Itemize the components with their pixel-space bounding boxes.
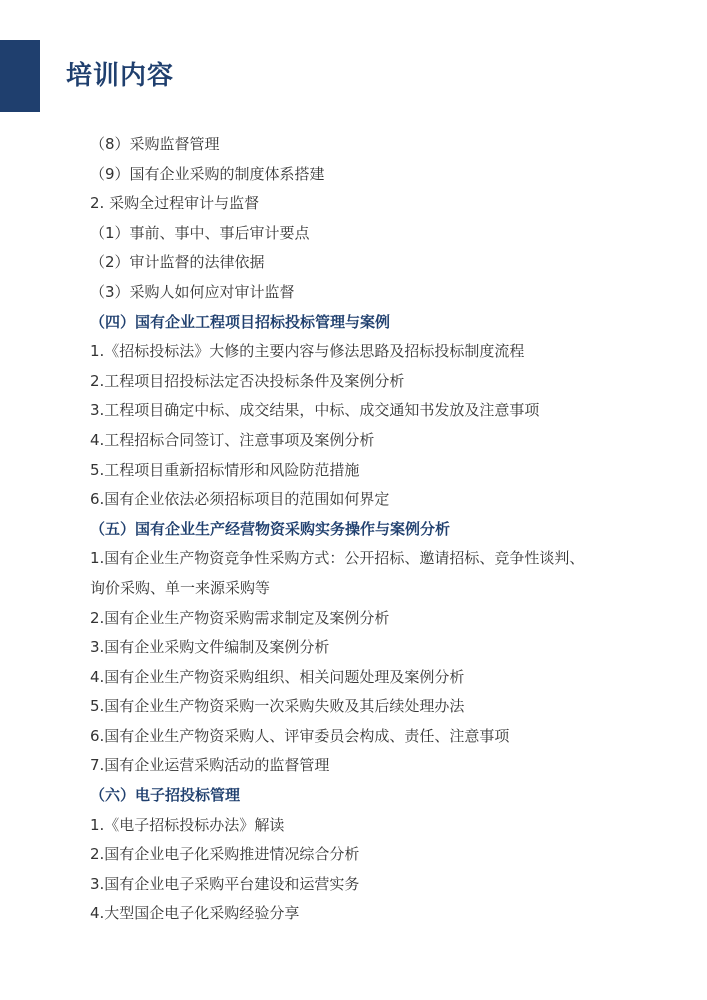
section-heading: （四）国有企业工程项目招标投标管理与案例: [90, 312, 391, 331]
list-item: （1）事前、事中、事后审计要点: [90, 223, 310, 242]
list-item: 4.大型国企电子化采购经验分享: [90, 904, 300, 923]
list-item: 2.国有企业生产物资采购需求制定及案例分析: [90, 608, 390, 627]
list-item: 1.国有企业生产物资竞争性采购方式：公开招标、邀请招标、竞争性谈判、: [90, 549, 585, 568]
list-item: 7.国有企业运营采购活动的监督管理: [90, 756, 330, 775]
list-item: 2.国有企业电子化采购推进情况综合分析: [90, 845, 360, 864]
title-accent-bar: [0, 40, 40, 112]
list-item: （8）采购监督管理: [90, 135, 220, 153]
list-item: 1.《电子招标投标办法》解读: [90, 815, 285, 834]
list-item: 询价采购、单一来源采购等: [90, 578, 271, 597]
list-item: （2）审计监督的法律依据: [90, 253, 265, 272]
list-item: 3.国有企业电子采购平台建设和运营实务: [90, 874, 360, 893]
list-item: （9）国有企业采购的制度体系搭建: [90, 164, 325, 183]
list-item: 5.工程项目重新招标情形和风险防范措施: [90, 460, 360, 479]
list-item: （3）采购人如何应对审计监督: [90, 282, 295, 301]
content-list: [90, 130, 650, 929]
list-item: 2. 采购全过程审计与监督: [90, 194, 260, 213]
list-item: 4.工程招标合同签订、注意事项及案例分析: [90, 430, 375, 449]
page-title: 培训内容: [66, 61, 175, 91]
list-item: 6.国有企业依法必须招标项目的范围如何界定: [90, 490, 390, 509]
list-item: 6.国有企业生产物资采购人、评审委员会构成、责任、注意事项: [90, 726, 510, 745]
list-item: 1.《招标投标法》大修的主要内容与修法思路及招标投标制度流程: [90, 342, 525, 361]
list-item: 3.国有企业采购文件编制及案例分析: [90, 638, 330, 657]
section-heading: （六）电子招投标管理: [90, 786, 241, 805]
list-item: 3.工程项目确定中标、成交结果，中标、成交通知书发放及注意事项: [90, 401, 540, 420]
list-item: 5.国有企业生产物资采购一次采购失败及其后续处理办法: [90, 697, 465, 716]
list-item: 2.工程项目招投标法定否决投标条件及案例分析: [90, 371, 405, 390]
section-heading: （五）国有企业生产经营物资采购实务操作与案例分析: [90, 519, 451, 538]
list-item: 4.国有企业生产物资采购组织、相关问题处理及案例分析: [90, 667, 465, 686]
